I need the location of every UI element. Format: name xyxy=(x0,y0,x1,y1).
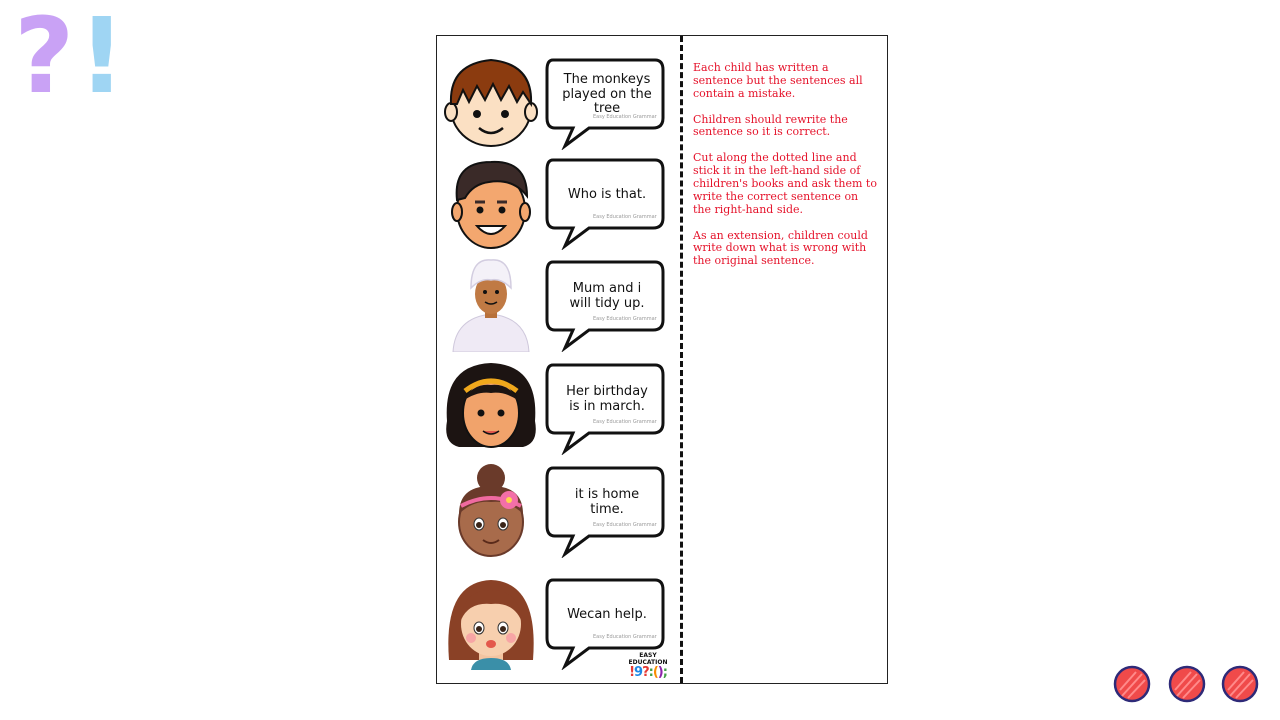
watermark-text: Easy Education Grammar xyxy=(593,114,657,120)
question-mark-decoration: ? xyxy=(14,0,75,117)
watermark-text: Easy Education Grammar xyxy=(593,522,657,528)
dotted-cut-line xyxy=(680,36,683,683)
watermark-text: Easy Education Grammar xyxy=(593,214,657,220)
worksheet xyxy=(436,35,888,684)
teacher-instructions xyxy=(693,62,878,281)
card-2 xyxy=(443,156,665,250)
card-1 xyxy=(443,56,665,150)
sentence-text: Mum and i will tidy up. xyxy=(569,281,645,311)
watermark-text: Easy Education Grammar xyxy=(593,316,657,322)
sentence-text: The monkeys played on the tree xyxy=(562,71,652,117)
exclamation-mark-decoration: ! xyxy=(78,0,126,117)
red-scribble-circle-icon[interactable] xyxy=(1220,664,1260,704)
girl-curly-hair-face-icon xyxy=(443,361,539,455)
sentence-text: Her birthday is in march. xyxy=(566,384,648,414)
watermark-text: Easy Education Grammar xyxy=(593,634,657,640)
red-scribble-circle-icon[interactable] xyxy=(1112,664,1152,704)
instruction-paragraph: As an extension, children could write down what is wrong with the original sentence. xyxy=(693,228,868,268)
watermark-text: Easy Education Grammar xyxy=(593,419,657,425)
man-turban-face-icon xyxy=(443,258,539,352)
girl-hair-bun-flower-face-icon xyxy=(443,464,539,558)
instruction-paragraph: Cut along the dotted line and stick it in the left-hand side of children's books and ask them to write the correct sentence on the right-hand side. xyxy=(693,151,877,216)
boy-brown-hair-face-icon xyxy=(443,56,539,150)
girl-brown-hair-face-icon xyxy=(443,576,539,670)
card-4 xyxy=(443,361,665,455)
card-3 xyxy=(443,258,665,352)
instruction-paragraph: Children should rewrite the sentence so it is correct. xyxy=(693,112,848,139)
sentence-text: it is home time. xyxy=(574,487,640,517)
logo-title: EASY EDUCATION xyxy=(628,652,668,666)
logo-punctuation-marks: !9?:(); xyxy=(629,665,667,680)
red-scribble-circle-icon[interactable] xyxy=(1167,664,1207,704)
man-dark-hair-face-icon xyxy=(443,156,539,250)
sentence-text: Wecan help. xyxy=(567,606,647,622)
instruction-paragraph: Each child has written a sentence but the sentences all contain a mistake. xyxy=(693,61,863,100)
easy-education-logo xyxy=(621,652,675,679)
sentence-text: Who is that. xyxy=(567,186,647,202)
card-5 xyxy=(443,464,665,558)
